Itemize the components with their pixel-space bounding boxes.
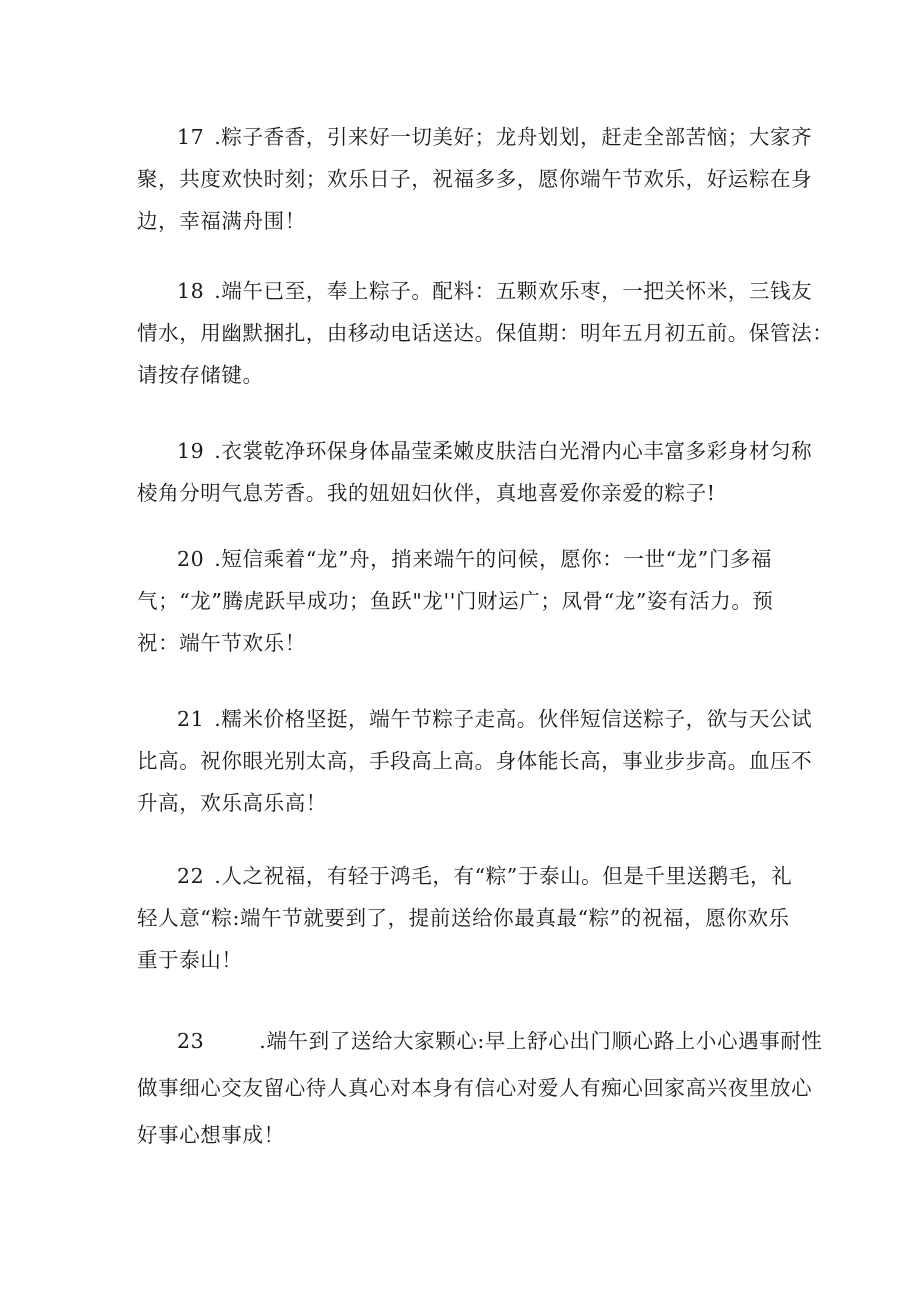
paragraph-line: 聚，共度欢快时刻；欢乐日子，祝福多多，愿你端午节欢乐，好运粽在身 <box>137 167 813 191</box>
paragraph-number: 23 <box>177 1029 205 1053</box>
paragraph-19 <box>137 430 813 514</box>
paragraph-line: 比高。祝你眼光别太高，手段高上高。身体能长高，事业步步高。血压不 <box>137 749 813 773</box>
paragraph-number: 18 <box>177 279 205 303</box>
paragraph-line: 好事心想事成！ <box>137 1123 285 1147</box>
paragraph-line <box>137 116 813 158</box>
paragraph-number: 20 <box>177 547 205 571</box>
paragraph-text: .短信乘着“龙”舟，捎来端午的问候，愿你：一世“龙”门多福 <box>214 547 773 571</box>
paragraph-17 <box>137 116 813 242</box>
paragraph-text: .端午已至，奉上粽子。配料：五颗欢乐枣，一把关怀米，三钱友 <box>214 279 813 303</box>
paragraph-line: 轻人意“粽:端午节就要到了，提前送给你最真最“粽”的祝福，愿你欢乐 <box>137 906 790 930</box>
paragraph-number: 19 <box>177 439 205 463</box>
paragraph-number: 21 <box>177 707 205 731</box>
paragraph-18 <box>137 270 834 396</box>
paragraph-line <box>137 538 792 580</box>
paragraph-line: 祝：端午节欢乐！ <box>137 631 306 655</box>
paragraph-line <box>137 270 813 312</box>
paragraph-line: 棱角分明气息芳香。我的妞妞妇伙伴，真地喜爱你亲爱的粽子! <box>137 481 716 505</box>
paragraph-line: 请按存储键。 <box>137 363 264 387</box>
paragraph-text: .人之祝福，有轻于鸿毛，有“粽”于泰山。但是千里送鹅毛，礼 <box>214 864 793 888</box>
paragraph-line <box>137 1018 823 1065</box>
paragraph-text: .端午到了送给大家颗心:早上舒心出门顺心路上小心遇事耐性 <box>259 1029 823 1053</box>
paragraph-22 <box>137 855 792 981</box>
paragraph-line <box>137 855 792 897</box>
paragraph-20 <box>137 538 792 664</box>
paragraph-line: 做事细心交友留心待人真心对本身有信心对爱人有痴心回家高兴夜里放心 <box>137 1076 813 1100</box>
paragraph-line: 边，幸福满舟围！ <box>137 209 306 233</box>
paragraph-23 <box>137 1018 823 1159</box>
paragraph-text: .粽子香香，引来好一切美好；龙舟划划，赶走全部苦恼；大家齐 <box>214 125 813 149</box>
paragraph-number: 17 <box>177 125 205 149</box>
paragraph-number: 22 <box>177 864 205 888</box>
paragraph-text: .糯米价格坚挺，端午节粽子走高。伙伴短信送粽子，欲与天公试 <box>214 707 813 731</box>
paragraph-21 <box>137 698 813 824</box>
paragraph-line: 气；“龙”腾虎跃早成功；鱼跃"龙''门财运广；凤骨“龙”姿有活力。预 <box>137 589 774 613</box>
paragraph-line <box>137 430 813 472</box>
paragraph-text: .衣裳乾净环保身体晶莹柔嫩皮肤洁白光滑内心丰富多彩身材匀称 <box>214 439 813 463</box>
paragraph-line: 情水，用幽默捆扎，由移动电话送达。保值期：明年五月初五前。保管法： <box>137 321 834 345</box>
paragraph-line: 重于泰山！ <box>137 948 243 972</box>
paragraph-line: 升高，欢乐高乐高！ <box>137 791 327 815</box>
paragraph-line <box>137 698 813 740</box>
